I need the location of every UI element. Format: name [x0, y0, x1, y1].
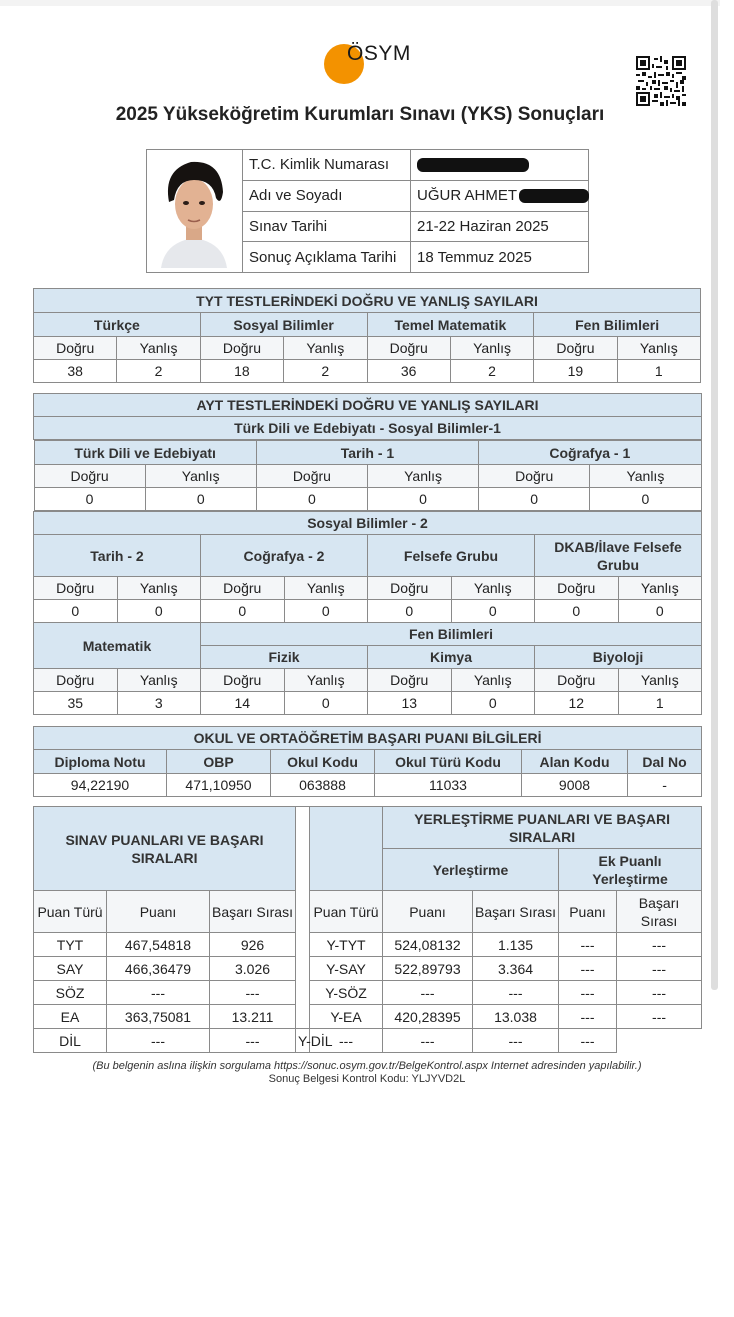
- ayt-value: 0: [368, 600, 452, 623]
- dogru-header: Doğru: [368, 669, 452, 692]
- yanlis-header: Yanlış: [284, 577, 368, 600]
- tyt-value: 38: [34, 360, 117, 383]
- ayt-group1-title: Türk Dili ve Edebiyatı - Sosyal Bilimler-1: [34, 417, 702, 440]
- ayt-value: 0: [256, 488, 367, 511]
- ayt-group1-table: [34, 440, 702, 511]
- diploma-value: 94,22190: [34, 774, 167, 797]
- table-row: [34, 957, 702, 981]
- dogru-header: Doğru: [479, 465, 590, 488]
- y-basari-value: 13.038: [473, 1005, 559, 1029]
- obp-value: 471,10950: [167, 774, 271, 797]
- dogru-header: Doğru: [256, 465, 367, 488]
- osym-logo-text: ÖSYM: [347, 42, 411, 65]
- table-row: [34, 933, 702, 957]
- table-row: [34, 1005, 702, 1029]
- ayt-subject-kimya: Kimya: [368, 646, 535, 669]
- ayt-value: 0: [451, 600, 535, 623]
- verification-note: (Bu belgenin aslına ilişkin sorgulama https://sonuc.osym.gov.tr/BelgeKontrol.aspx Internet adresinden yapılabilir.): [92, 1060, 642, 1072]
- name-value: [411, 180, 589, 211]
- spacer: [34, 440, 702, 512]
- sinav-puanlari-title: SINAV PUANLARI VE BAŞARI SIRALARI: [34, 807, 296, 891]
- tyt-title: TYT TESTLERİNDEKİ DOĞRU VE YANLIŞ SAYILARI: [34, 289, 701, 313]
- tyt-value: 36: [367, 360, 450, 383]
- ayt-value: 0: [451, 692, 535, 715]
- ayt-subject-tarih1: Tarih - 1: [256, 441, 478, 465]
- dogru-header: Doğru: [534, 337, 617, 360]
- y-puan-value: ---: [383, 981, 473, 1005]
- y-puan-type: Y-SAY: [310, 957, 383, 981]
- ayt-value: 35: [34, 692, 118, 715]
- tyt-value: 2: [450, 360, 533, 383]
- dogru-header: Doğru: [201, 669, 285, 692]
- exam-date-value: 21-22 Haziran 2025: [411, 211, 589, 242]
- dogru-header: Doğru: [34, 465, 145, 488]
- puan-value: 363,75081: [107, 1005, 210, 1029]
- ek-puan-value: ---: [559, 933, 617, 957]
- y-puan-type: Y-DİL: [296, 1029, 310, 1053]
- okul-kodu-header: Okul Kodu: [271, 750, 375, 774]
- y-puan-value: ---: [310, 1029, 383, 1053]
- ayt-subject-felsefe: Felsefe Grubu: [368, 535, 535, 577]
- ayt-group2-title: Sosyal Bilimler - 2: [34, 512, 702, 535]
- obp-header: OBP: [167, 750, 271, 774]
- y-basari-value: 3.364: [473, 957, 559, 981]
- tyt-value: 2: [284, 360, 367, 383]
- okul-title: OKUL VE ORTAÖĞRETİM BAŞARI PUANI BİLGİLERİ: [34, 727, 702, 750]
- yanlis-header: Yanlış: [451, 577, 535, 600]
- puan-type: SAY: [34, 957, 107, 981]
- dal-no-header: Dal No: [628, 750, 702, 774]
- ek-puan-value: ---: [559, 1005, 617, 1029]
- ayt-value: 0: [479, 488, 590, 511]
- okul-table: [33, 726, 702, 797]
- puani-header: Puanı: [383, 891, 473, 933]
- yanlis-header: Yanlış: [617, 337, 700, 360]
- yanlis-header: Yanlış: [117, 337, 200, 360]
- result-date-value: 18 Temmuz 2025: [411, 242, 589, 273]
- ek-puan-value: ---: [559, 957, 617, 981]
- puan-type: EA: [34, 1005, 107, 1029]
- ek-basari-value: ---: [617, 1005, 702, 1029]
- basari-value: ---: [210, 1029, 296, 1053]
- result-date-label: Sonuç Açıklama Tarihi: [243, 242, 411, 273]
- ek-basari-value: ---: [559, 1029, 617, 1053]
- y-basari-value: ---: [473, 981, 559, 1005]
- yanlis-header: Yanlış: [117, 577, 201, 600]
- yerlestirme-puanlari-title: YERLEŞTİRME PUANLARI VE BAŞARI SIRALARI: [383, 807, 702, 849]
- y-puan-type: Y-TYT: [310, 933, 383, 957]
- yanlis-header: Yanlış: [618, 577, 702, 600]
- okul-kodu-value: 063888: [271, 774, 375, 797]
- tyt-subject-turkce: Türkçe: [34, 313, 201, 337]
- puan-type: DİL: [34, 1029, 107, 1053]
- puan-type: TYT: [34, 933, 107, 957]
- ek-basari-value: ---: [617, 933, 702, 957]
- ayt-subject-cografya1: Coğrafya - 1: [479, 441, 701, 465]
- ayt-subject-cografya2: Coğrafya - 2: [201, 535, 368, 577]
- ayt-fen-title: Fen Bilimleri: [201, 623, 702, 646]
- yanlis-header: Yanlış: [450, 337, 533, 360]
- tyt-table: [33, 288, 701, 383]
- y-basari-value: ---: [383, 1029, 473, 1053]
- table-row: [34, 981, 702, 1005]
- yanlis-header: Yanlış: [618, 669, 702, 692]
- puan-value: 467,54818: [107, 933, 210, 957]
- ek-basari-value: ---: [617, 981, 702, 1005]
- ayt-value: 13: [368, 692, 452, 715]
- id-number-value: [411, 150, 589, 181]
- ayt-table: [33, 393, 702, 715]
- dogru-header: Doğru: [535, 577, 619, 600]
- ayt-subject-matematik: Matematik: [34, 623, 201, 669]
- tyt-value: 19: [534, 360, 617, 383]
- dogru-header: Doğru: [368, 577, 452, 600]
- tyt-subject-matematik: Temel Matematik: [367, 313, 534, 337]
- candidate-photo-image: [147, 150, 241, 268]
- ayt-value: 0: [284, 600, 368, 623]
- tyt-value: 2: [117, 360, 200, 383]
- puan-type: SÖZ: [34, 981, 107, 1005]
- ek-puanli-header: Ek Puanlı Yerleştirme: [559, 849, 702, 891]
- basari-header: Başarı Sırası: [617, 891, 702, 933]
- tyt-subject-fen: Fen Bilimleri: [534, 313, 701, 337]
- tyt-subject-sosyal: Sosyal Bilimler: [200, 313, 367, 337]
- dogru-header: Doğru: [200, 337, 283, 360]
- control-code: Sonuç Belgesi Kontrol Kodu: YLJYVD2L: [268, 1073, 466, 1085]
- ayt-value: 0: [367, 488, 478, 511]
- exam-date-label: Sınav Tarihi: [243, 211, 411, 242]
- tyt-value: 1: [617, 360, 700, 383]
- puani-header: Puanı: [559, 891, 617, 933]
- ayt-value: 0: [34, 488, 145, 511]
- column-gap: [296, 807, 310, 1029]
- top-status-strip: [0, 0, 720, 6]
- y-basari-value: 1.135: [473, 933, 559, 957]
- yanlis-header: Yanlış: [451, 669, 535, 692]
- basari-header: Başarı Sırası: [210, 891, 296, 933]
- candidate-photo: [147, 150, 243, 273]
- okul-turu-value: 11033: [375, 774, 522, 797]
- yanlis-header: Yanlış: [117, 669, 201, 692]
- ayt-value: 12: [535, 692, 619, 715]
- yanlis-header: Yanlış: [590, 465, 701, 488]
- yanlis-header: Yanlış: [145, 465, 256, 488]
- basari-value: 13.211: [210, 1005, 296, 1029]
- dogru-header: Doğru: [201, 577, 285, 600]
- ayt-subject-fizik: Fizik: [201, 646, 368, 669]
- yanlis-header: Yanlış: [367, 465, 478, 488]
- table-row: [34, 1029, 702, 1053]
- y-puan-value: 524,08132: [383, 933, 473, 957]
- alan-kodu-header: Alan Kodu: [522, 750, 628, 774]
- page-title: 2025 Yükseköğretim Kurumları Sınavı (YKS) Sonuçları: [115, 104, 605, 125]
- ayt-title: AYT TESTLERİNDEKİ DOĞRU VE YANLIŞ SAYILARI: [34, 394, 702, 417]
- basari-header: Başarı Sırası: [473, 891, 559, 933]
- y-puan-value: 420,28395: [383, 1005, 473, 1029]
- ayt-subject-biyoloji: Biyoloji: [535, 646, 702, 669]
- dogru-header: Doğru: [367, 337, 450, 360]
- ek-basari-value: ---: [617, 957, 702, 981]
- yanlis-header: Yanlış: [284, 669, 368, 692]
- puan-table: [33, 806, 702, 1053]
- y-puan-value: 522,89793: [383, 957, 473, 981]
- dogru-header: Doğru: [34, 577, 118, 600]
- ayt-subject-tarih2: Tarih - 2: [34, 535, 201, 577]
- ayt-subject-dkab: DKAB/İlave Felsefe Grubu: [535, 535, 702, 577]
- name-text: UĞUR AHMET: [417, 187, 518, 205]
- ayt-value: 0: [535, 600, 619, 623]
- yanlis-header: Yanlış: [284, 337, 367, 360]
- puan-turu-header: Puan Türü: [34, 891, 107, 933]
- ek-puan-value: ---: [473, 1029, 559, 1053]
- alan-kodu-value: 9008: [522, 774, 628, 797]
- ayt-value: 3: [117, 692, 201, 715]
- puan-turu-header: Puan Türü: [310, 891, 383, 933]
- puani-header: Puanı: [107, 891, 210, 933]
- ayt-value: 0: [284, 692, 368, 715]
- dogru-header: Doğru: [34, 669, 118, 692]
- name-label: Adı ve Soyadı: [243, 180, 411, 211]
- ayt-value: 0: [117, 600, 201, 623]
- dogru-header: Doğru: [535, 669, 619, 692]
- candidate-info-table: [146, 149, 589, 273]
- y-puan-type: Y-EA: [310, 1005, 383, 1029]
- qr-code-icon: [636, 56, 686, 106]
- ayt-value: 0: [618, 600, 702, 623]
- ayt-value: 1: [618, 692, 702, 715]
- right-blank-header: [310, 807, 383, 891]
- okul-turu-header: Okul Türü Kodu: [375, 750, 522, 774]
- ayt-value: 14: [201, 692, 285, 715]
- tyt-value: 18: [200, 360, 283, 383]
- redacted-id-mark: [417, 158, 529, 172]
- dal-no-value: -: [628, 774, 702, 797]
- scrollbar[interactable]: [711, 0, 718, 990]
- yerlestirme-header: Yerleştirme: [383, 849, 559, 891]
- basari-value: 3.026: [210, 957, 296, 981]
- ayt-value: 0: [34, 600, 118, 623]
- basari-value: ---: [210, 981, 296, 1005]
- puan-value: 466,36479: [107, 957, 210, 981]
- puan-value: ---: [107, 1029, 210, 1053]
- puan-value: ---: [107, 981, 210, 1005]
- dogru-header: Doğru: [34, 337, 117, 360]
- basari-value: 926: [210, 933, 296, 957]
- ek-puan-value: ---: [559, 981, 617, 1005]
- y-puan-type: Y-SÖZ: [310, 981, 383, 1005]
- diploma-header: Diploma Notu: [34, 750, 167, 774]
- id-number-label: T.C. Kimlik Numarası: [243, 150, 411, 181]
- ayt-value: 0: [145, 488, 256, 511]
- redacted-surname-mark: [519, 189, 589, 203]
- ayt-value: 0: [590, 488, 701, 511]
- ayt-subject-edebiyat: Türk Dili ve Edebiyatı: [34, 441, 256, 465]
- ayt-value: 0: [201, 600, 285, 623]
